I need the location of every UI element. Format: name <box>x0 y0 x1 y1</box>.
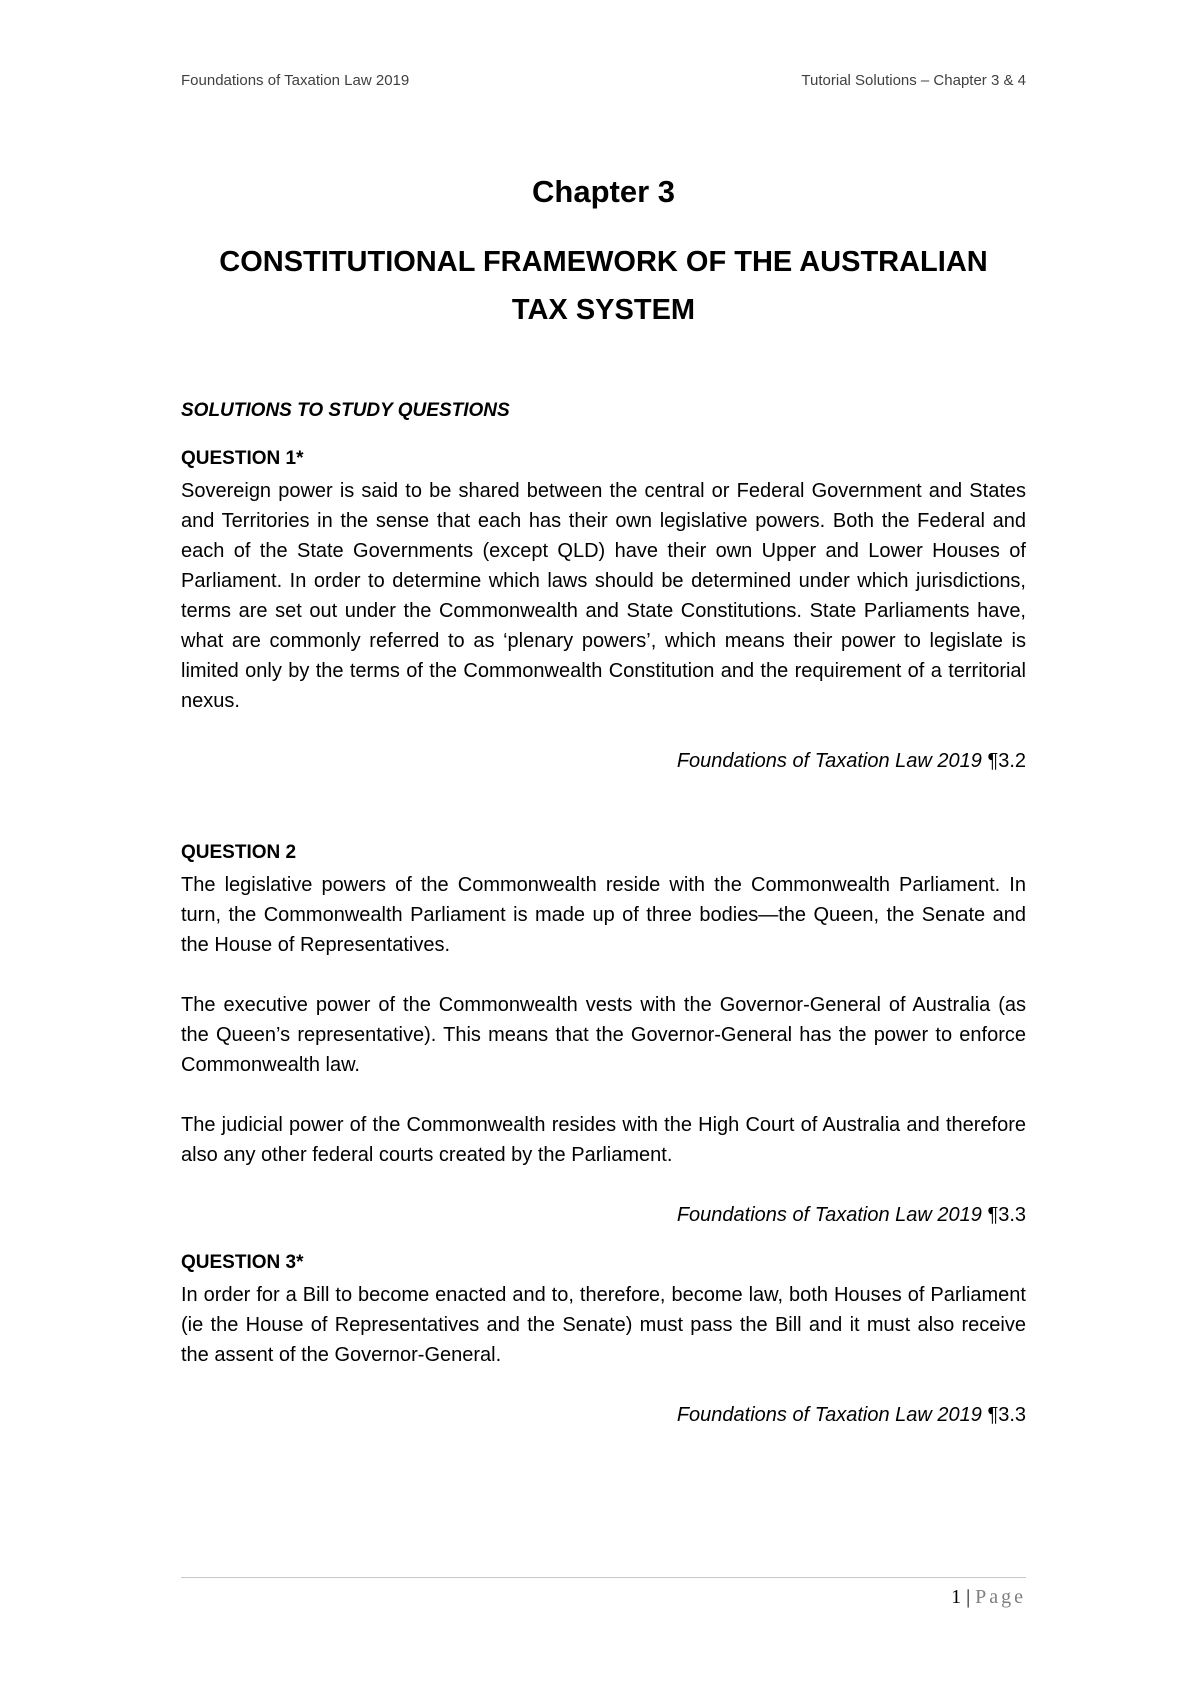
reference-paragraph: ¶3.2 <box>987 750 1026 772</box>
footer-divider <box>181 1577 1026 1578</box>
question-paragraph: The legislative powers of the Commonwealth reside with the Commonwealth Parliament. In turn, the Commonwealth Parliament is made up of three bodies—the Queen, the Senate and the House of Representatives. <box>181 874 1026 956</box>
running-header <box>181 72 1026 89</box>
page-number-value: 1 <box>951 1586 962 1608</box>
reference-title: Foundations of Taxation Law 2019 <box>676 1204 982 1226</box>
question-reference <box>181 1400 1026 1430</box>
question-heading: QUESTION 3* <box>181 1252 304 1273</box>
reference-title: Foundations of Taxation Law 2019 <box>676 750 982 772</box>
chapter-number: Chapter 3 <box>532 174 675 209</box>
question-reference <box>181 1200 1026 1230</box>
section-heading: SOLUTIONS TO STUDY QUESTIONS <box>181 400 510 421</box>
question-heading: QUESTION 1* <box>181 448 304 469</box>
chapter-title <box>181 238 1026 334</box>
chapter-title-line-1: CONSTITUTIONAL FRAMEWORK OF THE AUSTRALIAN <box>219 246 988 278</box>
header-left-text: Foundations of Taxation Law 2019 <box>181 72 410 89</box>
page-content <box>181 172 1026 1430</box>
header-right-text: Tutorial Solutions – Chapter 3 & 4 <box>801 72 1026 89</box>
question-block-3 <box>181 1250 1026 1430</box>
question-block-2 <box>181 840 1026 1230</box>
question-paragraph: Sovereign power is said to be shared between the central or Federal Government and States and Territories in the sense that each has their own legislative powers. Both the Federal and each of the State Governments (except QLD) have their own Upper and Lower Houses of Parliament. In order to determine which laws should be determined under which jurisdictions, terms are set out under the Commonwealth and State Constitutions. State Parliaments have, what are commonly referred to as ‘plenary powers’, which means their power to legislate is limited only by the terms of the Commonwealth Constitution and the requirement of a territorial nexus. <box>181 480 1026 712</box>
page-number-separator: | <box>961 1586 976 1608</box>
question-heading: QUESTION 2 <box>181 842 297 863</box>
question-paragraph: The executive power of the Commonwealth vests with the Governor-General of Australia (as the Queen’s representative). This means that the Governor-General has the power to enforce Commonwealth law. <box>181 994 1026 1076</box>
reference-paragraph: ¶3.3 <box>987 1404 1026 1426</box>
page-label: Page <box>975 1586 1026 1608</box>
question-block-1 <box>181 446 1026 776</box>
question-reference <box>181 746 1026 776</box>
chapter-title-line-2: TAX SYSTEM <box>511 294 696 326</box>
reference-paragraph: ¶3.3 <box>987 1204 1026 1226</box>
question-paragraph: In order for a Bill to become enacted and to, therefore, become law, both Houses of Parliament (ie the House of Representatives and the Senate) must pass the Bill and it must also receive the assent of the Governor-General. <box>181 1284 1026 1366</box>
reference-title: Foundations of Taxation Law 2019 <box>676 1404 982 1426</box>
question-paragraph: The judicial power of the Commonwealth resides with the High Court of Australia and therefore also any other federal courts created by the Parliament. <box>181 1114 1026 1166</box>
page-number <box>951 1586 1026 1609</box>
